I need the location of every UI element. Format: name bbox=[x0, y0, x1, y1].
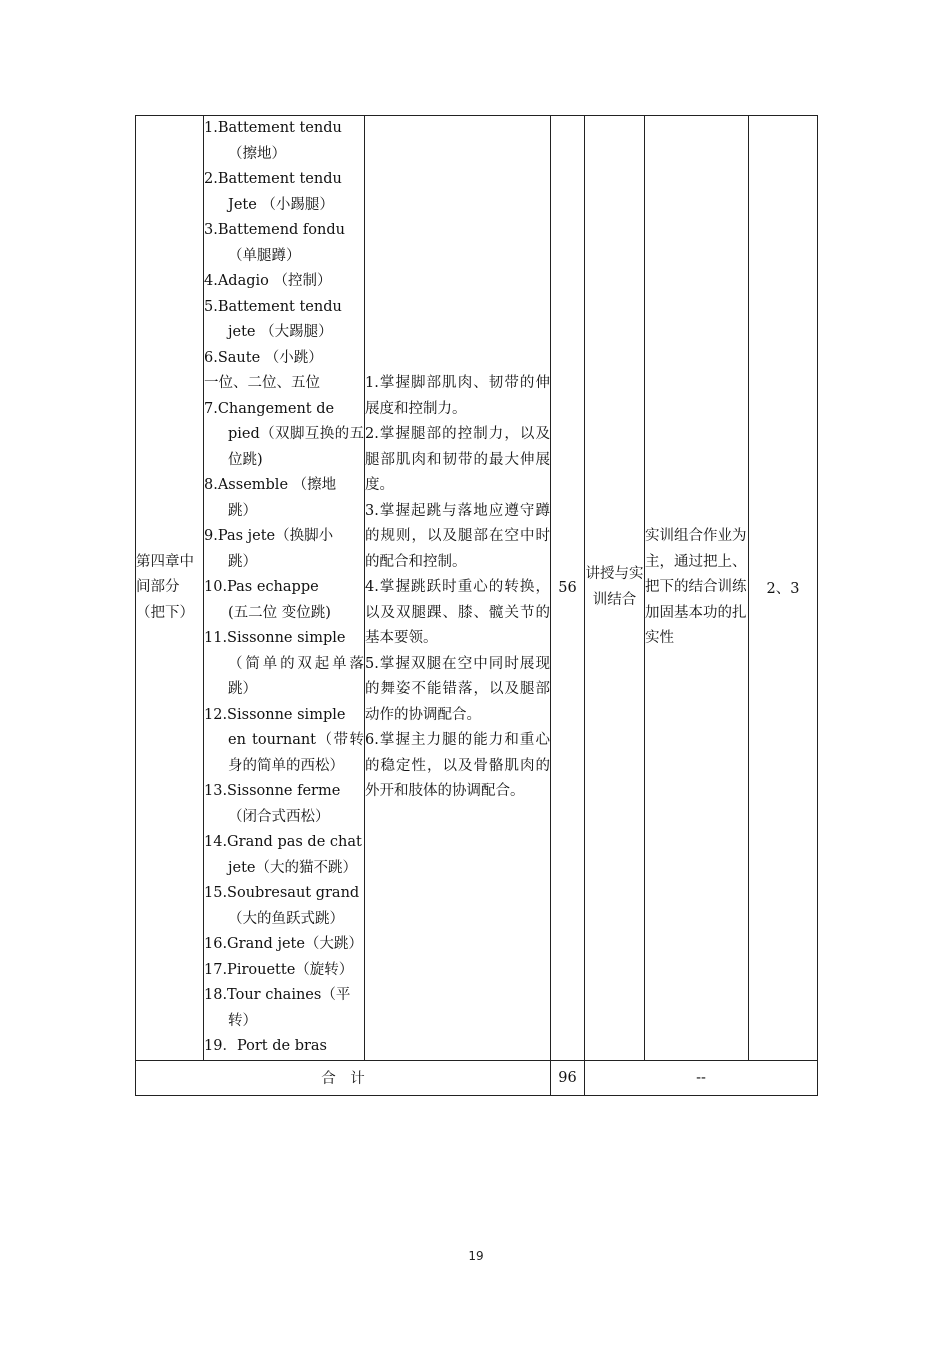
item-entry bbox=[204, 167, 364, 218]
item-sub-text: pied（双脚互换的五位跳) bbox=[228, 426, 364, 468]
item-sub-text: Jete （小踢腿） bbox=[228, 196, 334, 213]
item-sub-text: 跳） bbox=[228, 553, 257, 570]
item-entry bbox=[204, 116, 364, 167]
item-entry bbox=[204, 269, 364, 295]
goal-entry: 2.掌握腿部的控制力，以及腿部肌肉和韧带的最大伸展度。 bbox=[365, 426, 550, 493]
item-sub-text: （擦地） bbox=[228, 145, 286, 162]
item-entry bbox=[204, 218, 364, 269]
item-sub-text: 跳） bbox=[228, 502, 257, 519]
item-entry bbox=[204, 958, 364, 984]
item-entry bbox=[204, 932, 364, 958]
goal-entry: 1.掌握脚部肌肉、韧带的伸展度和控制力。 bbox=[365, 375, 550, 417]
item-main-text: 1.Battement tendu bbox=[204, 120, 342, 136]
goal-entry: 6.掌握主力腿的能力和重心的稳定性，以及骨骼肌肉的外开和肢体的协调配合。 bbox=[365, 732, 550, 799]
goal-entry: 4.掌握跳跃时重心的转换，以及双腿踝、膝、髋关节的基本要领。 bbox=[365, 579, 550, 646]
item-main-text: 11.Sissonne simple bbox=[204, 630, 346, 646]
item-main-text: 19．Port de bras bbox=[204, 1038, 327, 1054]
item-main-text: 16.Grand jete（大跳） bbox=[204, 936, 363, 952]
item-main-text: 7.Changement de bbox=[204, 400, 335, 417]
item-main-text: 18.Tour chaines（平 bbox=[204, 987, 351, 1003]
item-entry bbox=[204, 703, 364, 780]
item-sub-text: 转） bbox=[228, 1012, 257, 1029]
item-sub-text: （闭合式西松） bbox=[228, 808, 330, 825]
item-sub-text: (五二位 变位跳) bbox=[228, 604, 331, 621]
item-entry bbox=[204, 626, 364, 703]
item-entry bbox=[204, 473, 364, 524]
item-sub-text: （简单的双起单落跳） bbox=[228, 655, 364, 697]
total-hours: 96 bbox=[551, 1060, 585, 1095]
item-main-text: 3.Battemend fondu bbox=[204, 222, 345, 238]
goals-cell bbox=[365, 116, 551, 1061]
method-cell: 讲授与实训结合 bbox=[585, 116, 645, 1061]
item-entry bbox=[204, 1034, 364, 1060]
item-sub-text: en tournant（带转身的简单的西松） bbox=[228, 732, 364, 774]
hours-cell: 56 bbox=[551, 116, 585, 1061]
item-main-text: 一位、二位、五位 bbox=[204, 375, 320, 391]
item-sub-text: jete（大的猫不跳） bbox=[228, 859, 357, 876]
total-label: 合 计 bbox=[136, 1060, 551, 1095]
course-table bbox=[135, 115, 818, 1096]
items-cell bbox=[204, 116, 365, 1061]
item-entry bbox=[204, 575, 364, 626]
item-entry bbox=[204, 830, 364, 881]
item-entry bbox=[204, 524, 364, 575]
total-rest: -- bbox=[585, 1060, 818, 1095]
total-row bbox=[136, 1060, 818, 1095]
item-entry bbox=[204, 346, 364, 372]
item-entry bbox=[204, 779, 364, 830]
chapter-row bbox=[136, 116, 818, 1061]
item-entry bbox=[204, 371, 364, 397]
reference-cell: 2、3 bbox=[749, 116, 818, 1061]
item-main-text: 6.Saute （小跳） bbox=[204, 349, 323, 366]
item-main-text: 8.Assemble （擦地 bbox=[204, 477, 337, 493]
item-entry bbox=[204, 295, 364, 346]
page-number: 19 bbox=[468, 1249, 484, 1263]
item-main-text: 13.Sissonne ferme bbox=[204, 783, 341, 799]
item-sub-text: jete （大踢腿） bbox=[228, 324, 333, 340]
item-main-text: 10.Pas echappe bbox=[204, 579, 319, 595]
item-main-text: 4.Adagio （控制） bbox=[204, 273, 332, 289]
item-main-text: 12.Sissonne simple bbox=[204, 706, 346, 723]
item-main-text: 15.Soubresaut grand bbox=[204, 885, 360, 901]
item-entry bbox=[204, 983, 364, 1034]
chapter-cell: 第四章中间部分（把下） bbox=[136, 116, 204, 1061]
item-main-text: 17.Pirouette（旋转） bbox=[204, 961, 354, 978]
item-main-text: 9.Pas jete（换脚小 bbox=[204, 528, 334, 544]
item-entry bbox=[204, 397, 364, 474]
goal-entry: 5.掌握双腿在空中同时展现的舞姿不能错落，以及腿部动作的协调配合。 bbox=[365, 655, 550, 723]
item-main-text: 2.Battement tendu bbox=[204, 171, 342, 187]
item-sub-text: （大的鱼跃式跳） bbox=[228, 910, 344, 927]
goal-entry: 3.掌握起跳与落地应遵守蹲的规则，以及腿部在空中时的配合和控制。 bbox=[365, 502, 550, 570]
item-entry bbox=[204, 881, 364, 932]
item-sub-text: （单腿蹲） bbox=[228, 247, 301, 264]
item-main-text: 14.Grand pas de chat bbox=[204, 834, 362, 850]
item-main-text: 5.Battement tendu bbox=[204, 298, 342, 315]
practice-cell: 实训组合作业为主，通过把上、把下的结合训练加固基本功的扎实性 bbox=[645, 116, 749, 1061]
